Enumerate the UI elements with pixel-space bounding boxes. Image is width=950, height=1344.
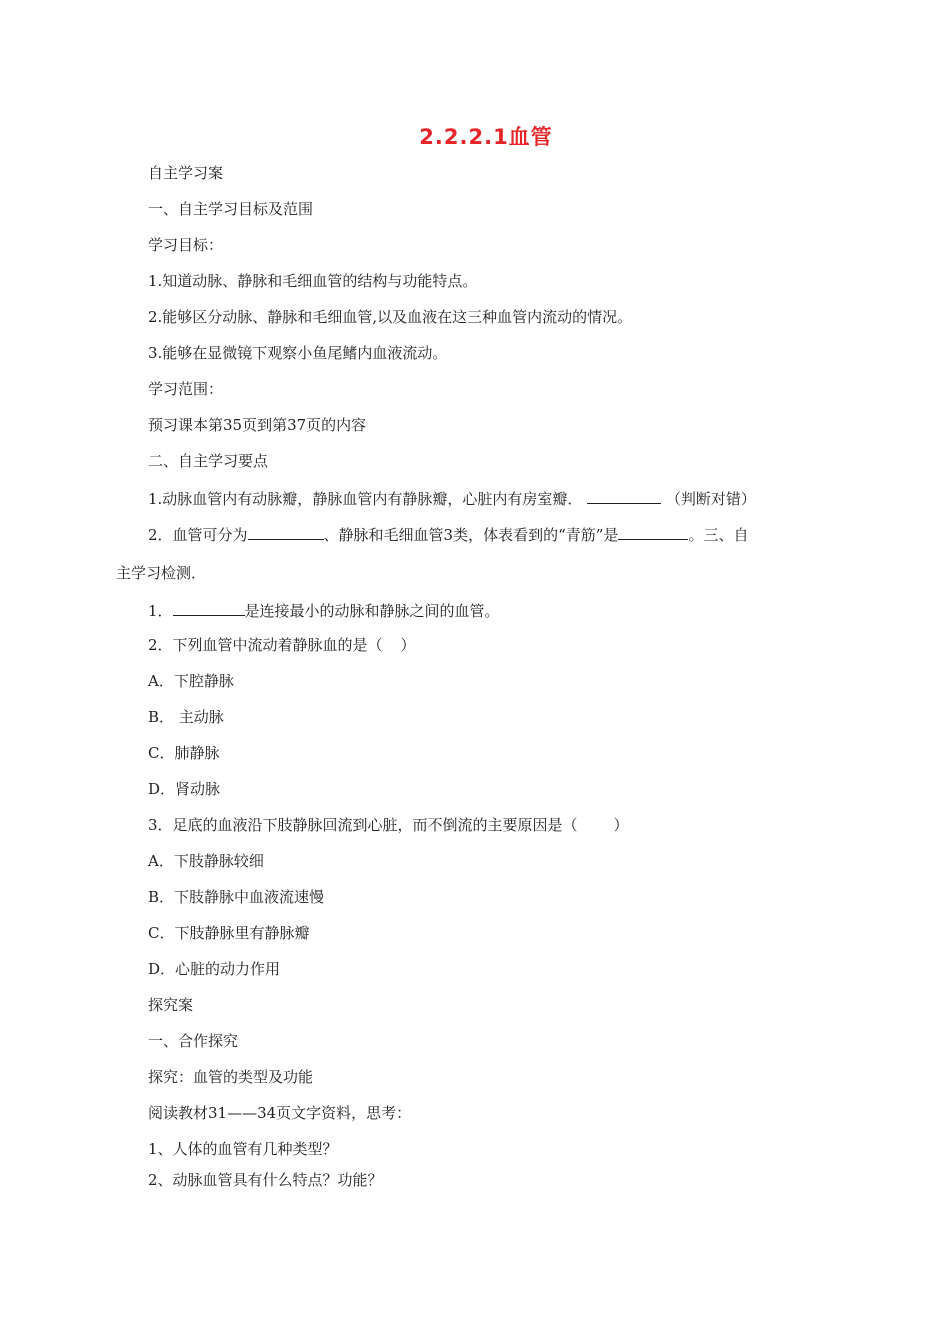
section-heading-inquiry: 探究案 bbox=[148, 996, 194, 1014]
goal-item-1: 1.知道动脉、静脉和毛细血管的结构与功能特点。 bbox=[148, 272, 478, 290]
quiz-item-3-close: ） bbox=[613, 816, 629, 834]
key-point-2-suffix: 。三、自 bbox=[688, 526, 749, 544]
answer-blank[interactable] bbox=[248, 523, 324, 540]
goal-item-3: 3.能够在显微镜下观察小鱼尾鳍内血液流动。 bbox=[148, 344, 448, 362]
answer-blank[interactable] bbox=[173, 599, 245, 616]
scope-text: 预习课本第35页到第37页的内容 bbox=[148, 416, 367, 434]
quiz-2-option-a: A．下腔静脉 bbox=[148, 672, 234, 690]
key-point-2-continued: 主学习检测． bbox=[116, 564, 207, 582]
key-point-2 bbox=[148, 523, 838, 545]
inquiry-topic: 探究：血管的类型及功能 bbox=[148, 1068, 314, 1086]
goal-item-2: 2.能够区分动脉、静脉和毛细血管,以及血液在这三种血管内流动的情况。 bbox=[148, 308, 633, 326]
answer-blank[interactable] bbox=[587, 487, 661, 504]
label-learning-goals: 学习目标： bbox=[148, 236, 224, 254]
quiz-item-3-text: 3．足底的血液沿下肢静脉回流到心脏，而不倒流的主要原因是（ bbox=[148, 816, 578, 834]
document-title: 2.2.2.1血管 bbox=[419, 125, 553, 149]
quiz-item-3 bbox=[148, 815, 629, 835]
quiz-item-1 bbox=[148, 599, 500, 621]
key-point-1-text: 1.动脉血管内有动脉瓣，静脉血管内有静脉瓣，心脏内有房室瓣． bbox=[148, 490, 583, 508]
question-2: 2、动脉血管具有什么特点？功能？ bbox=[148, 1171, 383, 1189]
quiz-item-2-close: ） bbox=[400, 636, 416, 654]
quiz-3-option-a: A．下肢静脉较细 bbox=[148, 852, 264, 870]
quiz-2-option-d: D．肾动脉 bbox=[148, 780, 221, 798]
quiz-2-option-c: C．肺静脉 bbox=[148, 744, 220, 762]
question-1: 1、人体的血管有几种类型？ bbox=[148, 1140, 338, 1158]
key-point-2-prefix: 2．血管可分为 bbox=[148, 526, 248, 544]
quiz-3-option-b: B．下肢静脉中血液流速慢 bbox=[148, 888, 325, 906]
quiz-3-option-d: D．心脏的动力作用 bbox=[148, 960, 281, 978]
subsection-heading-cooperation: 一、合作探究 bbox=[148, 1032, 239, 1050]
subsection-heading-key-points: 二、自主学习要点 bbox=[148, 452, 269, 470]
section-heading-self-study: 自主学习案 bbox=[148, 164, 224, 182]
key-point-1 bbox=[148, 487, 756, 509]
quiz-item-2 bbox=[148, 635, 416, 655]
quiz-item-1-text: 是连接最小的动脉和静脉之间的血管。 bbox=[244, 602, 500, 620]
subsection-heading-goals: 一、自主学习目标及范围 bbox=[148, 200, 314, 218]
answer-blank[interactable] bbox=[618, 523, 688, 540]
key-point-2-middle: 、静脉和毛细血管3类，体表看到的“青筋”是 bbox=[323, 526, 619, 544]
quiz-item-2-text: 2．下列血管中流动着静脉血的是（ bbox=[148, 636, 383, 654]
label-learning-scope: 学习范围： bbox=[148, 380, 224, 398]
reading-instruction: 阅读教材31——34页文字资料，思考： bbox=[148, 1104, 412, 1122]
quiz-2-option-b: B． 主动脉 bbox=[148, 708, 224, 726]
quiz-item-1-number: 1． bbox=[148, 602, 173, 620]
key-point-1-suffix: （判断对错） bbox=[665, 490, 756, 508]
quiz-3-option-c: C．下肢静脉里有静脉瓣 bbox=[148, 924, 310, 942]
